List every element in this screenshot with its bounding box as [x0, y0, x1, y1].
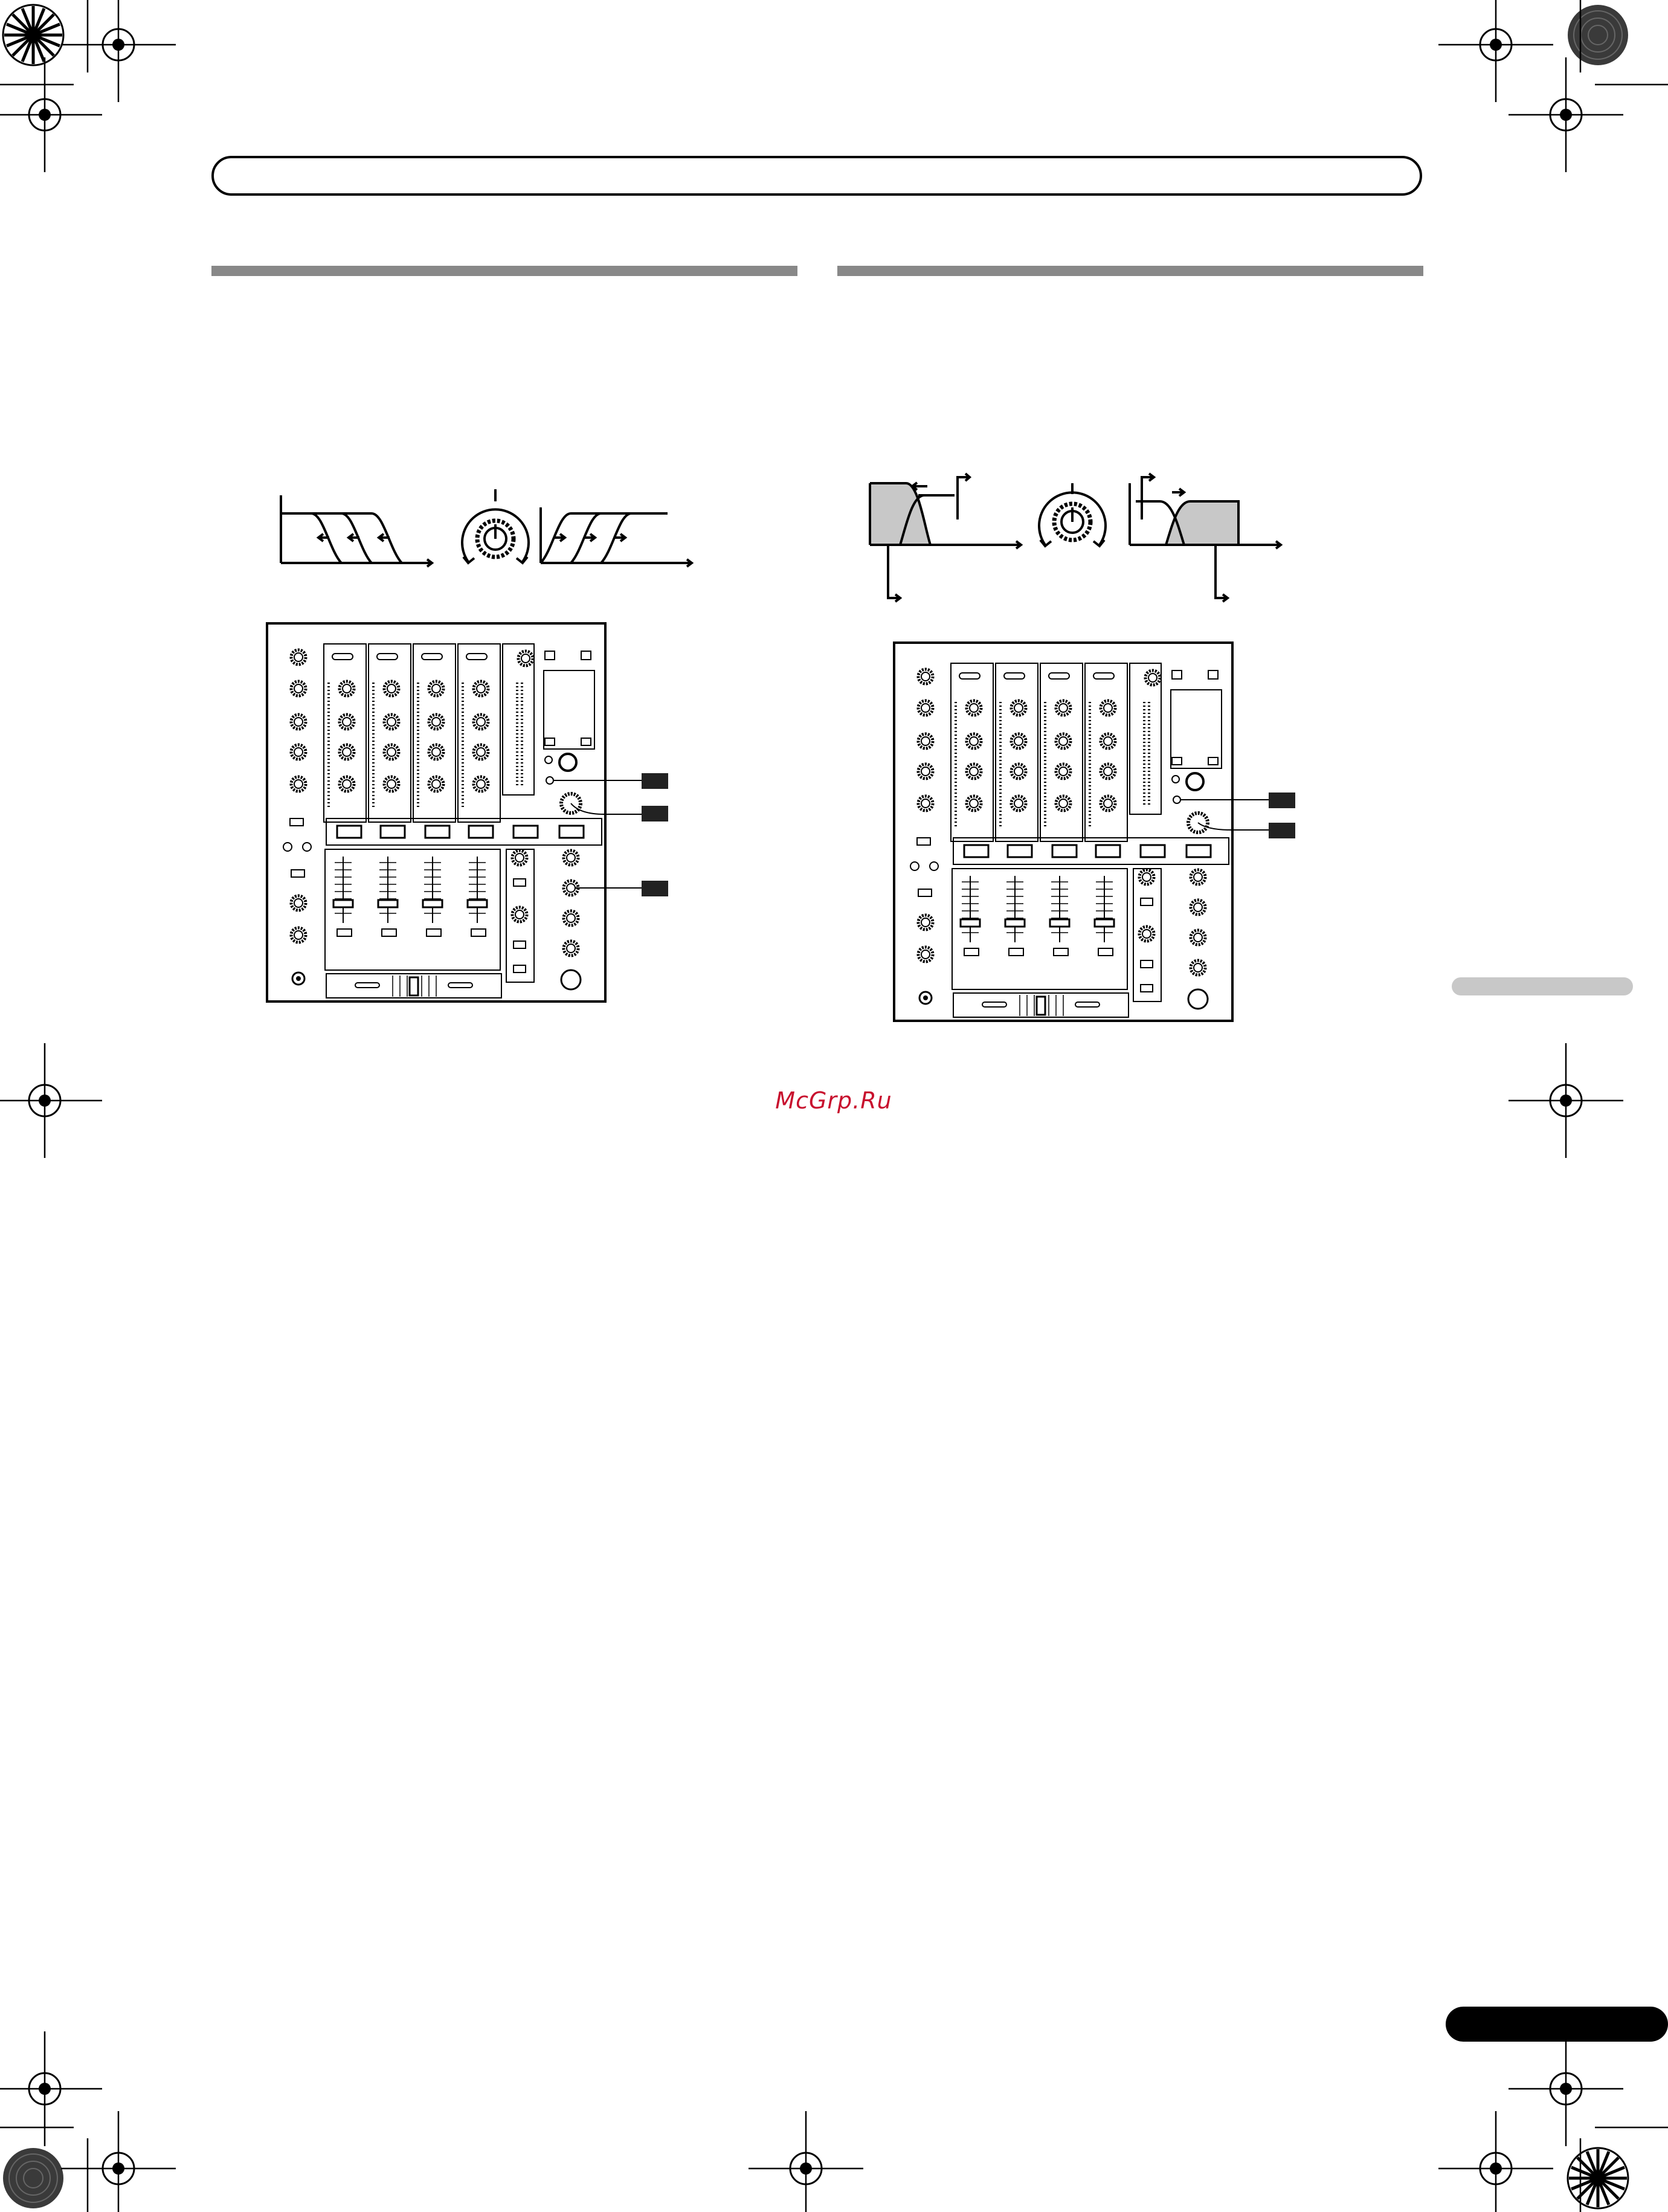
- callout-box-2: [642, 806, 668, 821]
- left-mixer-panel: [266, 622, 677, 1009]
- watermark-text: McGrp.Ru: [775, 1087, 892, 1114]
- callout-box-5: [1269, 823, 1295, 838]
- starburst-top-left-icon: [3, 5, 63, 65]
- page-number-tab: [1446, 2007, 1668, 2042]
- callout-box-4: [1269, 793, 1295, 808]
- section-side-tab: [1452, 977, 1633, 995]
- starburst-bottom-right-icon: [1568, 2148, 1628, 2208]
- callout-box-1: [642, 773, 668, 789]
- disc-bottom-left-icon: [3, 2148, 63, 2208]
- right-mixer-panel: [893, 641, 1304, 1028]
- disc-top-right-icon: [1568, 5, 1628, 65]
- callout-box-3: [642, 881, 668, 896]
- right-filter-diagram: [864, 465, 1299, 610]
- left-filter-diagram: [275, 483, 698, 580]
